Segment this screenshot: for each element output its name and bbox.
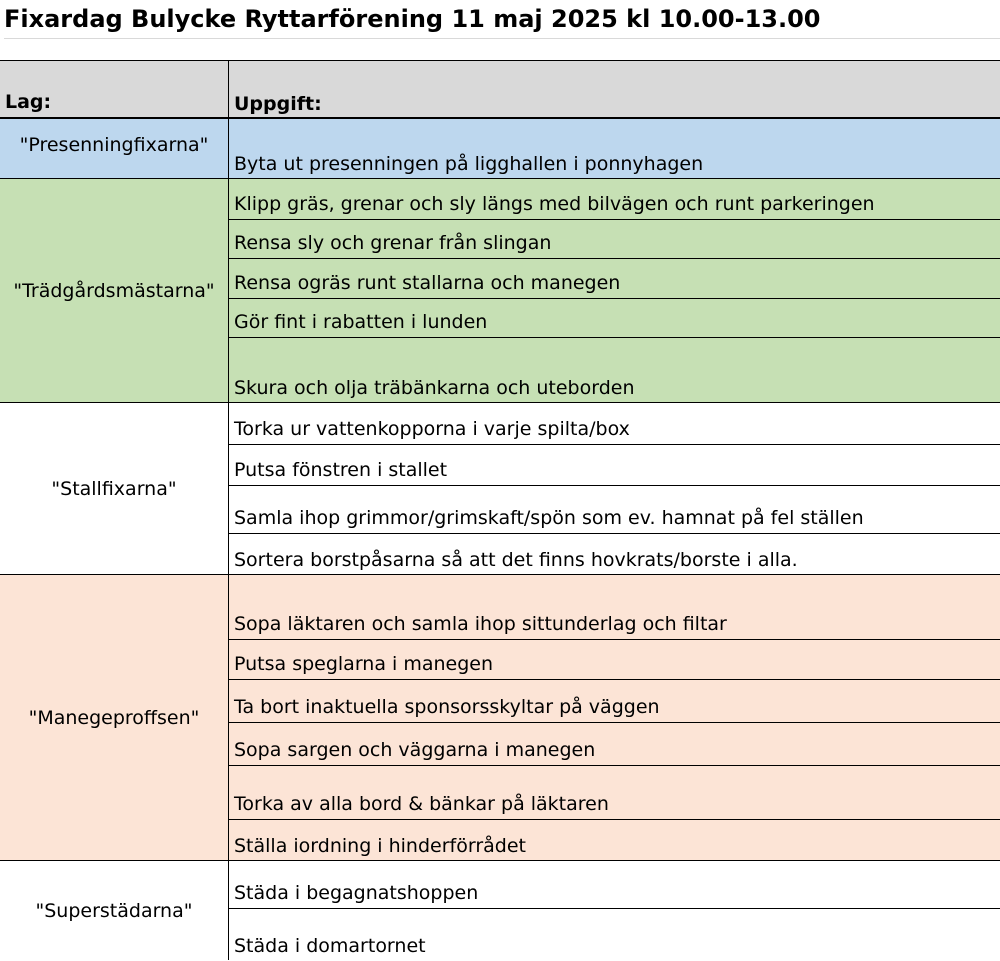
team-group-tradgard bbox=[0, 178, 1000, 402]
task-cell[interactable]: Samla ihop grimmor/grimskaft/spön som ev. hamnat på fel ställen bbox=[229, 486, 1000, 534]
task-cell[interactable]: Städa i begagnatshoppen bbox=[229, 861, 1000, 909]
task-cell[interactable]: Skura och olja träbänkarna och uteborden bbox=[234, 377, 635, 399]
team-group-manege bbox=[0, 574, 1000, 860]
task-cell[interactable]: Rensa ogräs runt stallarna och manegen bbox=[229, 259, 1000, 299]
task-table bbox=[0, 60, 1000, 960]
team-column-header: Lag: bbox=[5, 91, 52, 113]
task-cell[interactable]: Ta bort inaktuella sponsorsskyltar på väggen bbox=[229, 680, 1000, 723]
task-cell[interactable]: Sortera borstpåsarna så att det finns hovkrats/borste i alla. bbox=[234, 549, 798, 571]
task-cell[interactable]: Gör fint i rabatten i lunden bbox=[229, 299, 1000, 338]
team-name[interactable]: "Stallfixarna" bbox=[51, 477, 177, 500]
task-cell[interactable]: Rensa sly och grenar från slingan bbox=[229, 220, 1000, 259]
team-name[interactable]: "Manegeproffsen" bbox=[28, 706, 200, 729]
team-name[interactable]: "Presenningfixarna" bbox=[19, 133, 209, 156]
task-cell[interactable]: Byta ut presenningen på ligghallen i ponnyhagen bbox=[234, 153, 704, 175]
sheet-title: Fixardag Bulycke Ryttarförening 11 maj 2025 kl 10.00-13.00 bbox=[4, 0, 1000, 39]
task-cell[interactable]: Ställa iordning i hinderförrådet bbox=[234, 835, 526, 857]
task-cell[interactable]: Putsa fönstren i stallet bbox=[229, 445, 1000, 486]
task-cell[interactable]: Klipp gräs, grenar och sly längs med bilvägen och runt parkeringen bbox=[229, 179, 1000, 220]
task-cell[interactable]: Torka av alla bord & bänkar på läktaren bbox=[229, 766, 1000, 820]
team-group-presenning bbox=[0, 118, 1000, 178]
header-row bbox=[0, 60, 1000, 118]
task-cell[interactable]: Städa i domartornet bbox=[234, 935, 426, 957]
task-cell[interactable]: Putsa speglarna i manegen bbox=[229, 640, 1000, 680]
team-group-superstad bbox=[0, 860, 1000, 960]
task-cell[interactable]: Sopa läktaren och samla ihop sittunderlag och filtar bbox=[229, 575, 1000, 640]
task-column-header: Uppgift: bbox=[234, 93, 322, 115]
task-cell[interactable]: Torka ur vattenkopporna i varje spilta/box bbox=[229, 403, 1000, 445]
team-name[interactable]: "Trädgårdsmästarna" bbox=[13, 279, 215, 302]
team-group-stall bbox=[0, 402, 1000, 574]
team-name[interactable]: "Superstädarna" bbox=[35, 899, 193, 922]
task-cell[interactable]: Sopa sargen och väggarna i manegen bbox=[229, 723, 1000, 766]
